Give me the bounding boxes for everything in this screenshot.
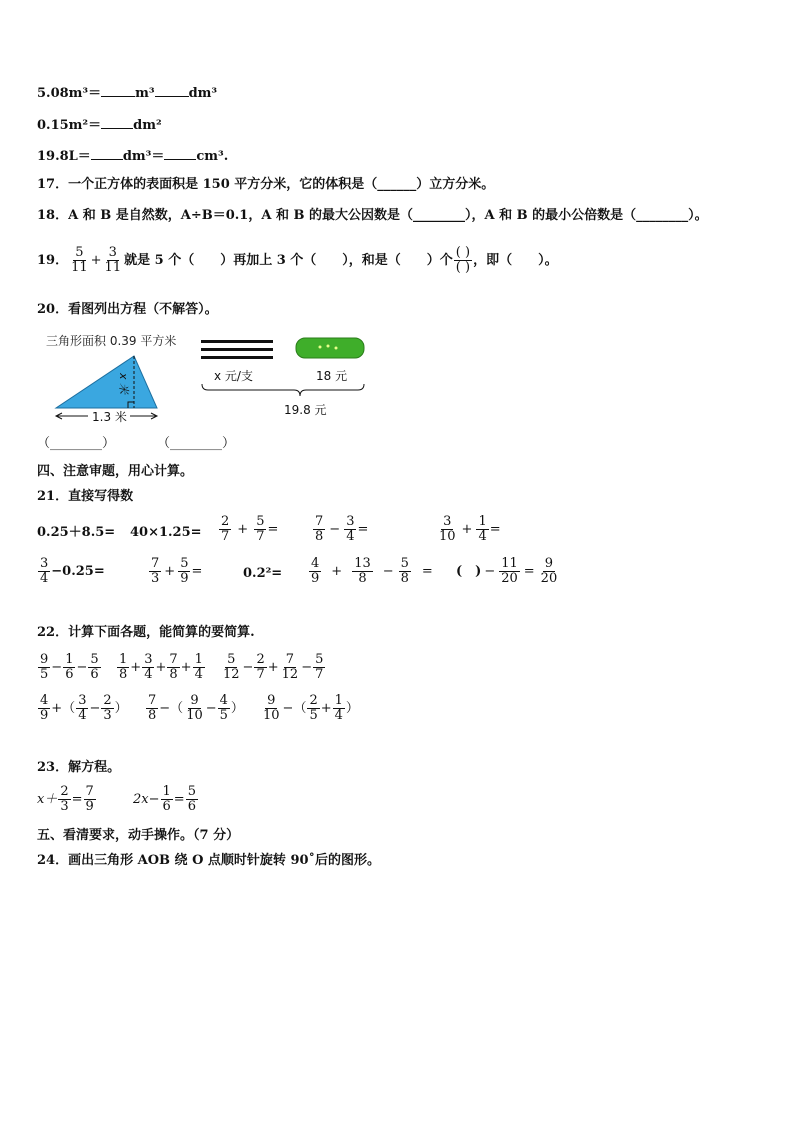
calc-fraction-b5: ( ) − $\frac{11}{20}$ = $\frac{9}{20}$ xyxy=(456,556,558,586)
calc-fraction-a3: $\frac{2}{7}$ + $\frac{5}{7}$ = xyxy=(221,514,279,544)
unit-line-3: 19.8L＝ dm³＝ cm³. xyxy=(37,149,229,164)
question-20-figures xyxy=(36,326,376,426)
blank-fraction[interactable]: $\frac{( )}{( )}$ xyxy=(455,245,471,275)
expression-e4: $\frac{4}{9}$ +（ $\frac{3}{4}$ − $\frac{2}{3}$ ） xyxy=(40,693,128,723)
base-label: 1.3 米 xyxy=(92,410,127,424)
unit-line-1: 5.08m³＝ m³ dm³ xyxy=(37,86,218,101)
pencil-line xyxy=(201,340,273,343)
expression-e5: $\frac{7}{8}$ −（ $\frac{9}{10}$ − $\frac{4}{5}$ ） xyxy=(148,693,244,723)
calc-0.25-plus-8.5: 0.25＋8.5= xyxy=(37,525,116,540)
calc-fraction-b4: $\frac{4}{9}$ + $\frac{13}{8}$ − $\frac{5}{8}$ = xyxy=(311,556,433,586)
calc-fraction-b2: $\frac{7}{3}$ + $\frac{5}{9}$ = xyxy=(151,556,203,586)
unit-line-2: 0.15m²＝ dm² xyxy=(37,118,162,133)
equation-2: 2x− $\frac{1}{6}$ = $\frac{5}{6}$ xyxy=(133,784,196,814)
calc-40-times-1.25: 40×1.25= xyxy=(130,525,202,540)
expression-e6: $\frac{9}{10}$ −（ $\frac{2}{5}$ + $\frac{1}{4}$ ） xyxy=(263,693,359,723)
answer-blank[interactable] xyxy=(91,147,123,160)
triangle-area-label: 三角形面积 0.39 平方米 xyxy=(46,334,177,348)
section-5-heading: 五、看清要求，动手操作。（7 分） xyxy=(37,828,240,843)
calc-fraction-a4: $\frac{7}{8}$ − $\frac{3}{4}$ = xyxy=(315,514,369,544)
answer-blank[interactable] xyxy=(101,84,135,97)
question-17: 17．一个正方体的表面积是 150 平方分米，它的体积是（______）立方分米。 xyxy=(37,177,495,192)
question-23-title: 23．解方程。 xyxy=(37,760,121,775)
pencil-line xyxy=(201,356,273,359)
box-price-label: 18 元 xyxy=(316,369,348,383)
calc-fraction-a5: $\frac{3}{10}$ + $\frac{1}{4}$ = xyxy=(439,514,501,544)
price-per-pencil-label: x 元/支 xyxy=(214,369,253,383)
question-20-title: 20．看图列出方程（不解答）。 xyxy=(37,302,218,317)
triangle-shape xyxy=(56,356,157,408)
question-24: 24．画出三角形 AOB 绕 O 点顺时针旋转 90˚后的图形。 xyxy=(37,853,381,868)
section-4-heading: 四、注意审题，用心计算。 xyxy=(37,464,194,479)
fraction: $\frac{3}{11}$ xyxy=(104,245,122,275)
expression-e2: $\frac{1}{8}$ + $\frac{3}{4}$ + $\frac{7}{8}$ + $\frac{1}{4}$ xyxy=(119,652,203,682)
total-brace xyxy=(202,384,364,396)
question-21-title: 21．直接写得数 xyxy=(37,489,134,504)
question-22-title: 22．计算下面各题，能简算的要简算. xyxy=(37,625,255,640)
equation-1: x＋ $\frac{2}{3}$ = $\frac{7}{9}$ xyxy=(37,784,94,814)
question-18: 18．A 和 B 是自然数，A÷B＝0.1，A 和 B 的最大公因数是（________），A 和 B 的最小公倍数是（________）。 xyxy=(37,208,708,223)
expression-e3: $\frac{5}{12}$ − $\frac{2}{7}$ + $\frac{7}{12}$ − $\frac{5}{7}$ xyxy=(223,652,324,682)
calc-fraction-b1: $\frac{3}{4}$ −0.25= xyxy=(40,556,105,586)
fraction: $\frac{5}{11}$ xyxy=(71,245,88,275)
expression-e1: $\frac{9}{5}$ − $\frac{1}{6}$ − $\frac{5}{6}$ xyxy=(40,652,99,682)
pencil-line xyxy=(201,348,273,351)
answer-blank[interactable] xyxy=(164,147,196,160)
answer-box-2[interactable]: （________） xyxy=(157,436,236,451)
height-label: x 米 xyxy=(117,373,130,395)
answer-box-1[interactable]: （________） xyxy=(37,436,116,451)
answer-blank[interactable] xyxy=(155,84,189,97)
total-price-label: 19.8 元 xyxy=(284,403,327,417)
calc-0.2-squared: 0.2²= xyxy=(243,566,283,581)
answer-paren[interactable]: ( ) xyxy=(456,563,482,579)
pencil-box-icon xyxy=(296,338,364,358)
answer-blank[interactable] xyxy=(101,116,133,129)
question-19: 19． $\frac{5}{11}$ + $\frac{3}{11}$ 就是 5 个（ ）再加上 3 个（ ），和是（ ）个 $\frac{( )}{( )}$ ，即（ ）。 xyxy=(37,245,558,275)
